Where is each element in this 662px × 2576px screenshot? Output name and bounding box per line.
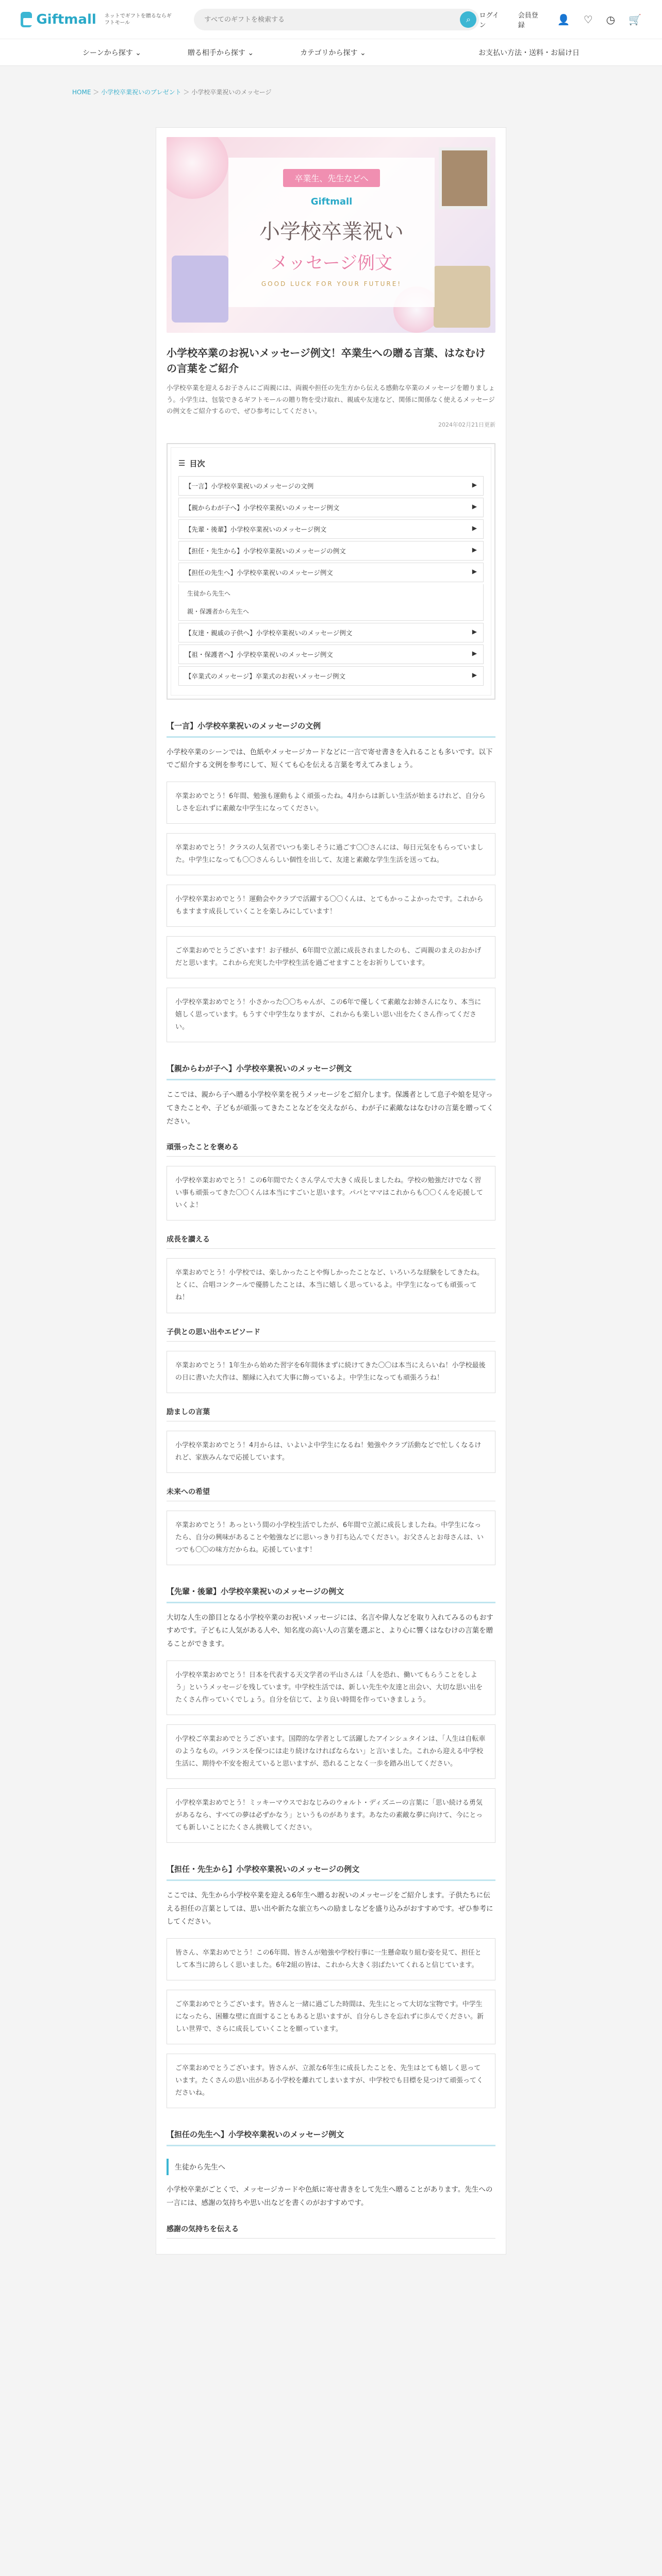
- toc-heading-label: 目次: [189, 459, 205, 468]
- list-icon: ☰: [178, 459, 186, 468]
- hero-panel: [228, 158, 435, 307]
- section-paragraph: ここでは、親から子へ贈る小学校卒業を祝うメッセージをご紹介します。保護者として息子や娘を見守ってきたことや、子どもが頑張ってきたことなどを交えながら、わが子に素敵なはなむけの言葉を贈ってください。: [167, 1091, 494, 1126]
- breadcrumb-category[interactable]: 小学校卒業祝いのプレゼント: [101, 89, 181, 96]
- subsection-heading: 感謝の気持ちを伝える: [167, 2224, 495, 2239]
- login-link[interactable]: ログイン: [479, 11, 499, 29]
- chevron-right-icon: ▶: [472, 671, 477, 679]
- flower-decoration: [167, 137, 228, 199]
- user-icon[interactable]: 👤: [557, 13, 570, 26]
- pen-set-decoration: [434, 266, 490, 328]
- top-header: [0, 0, 662, 39]
- message-card: ご卒業おめでとうございます。皆さんと一緒に過ごした時間は、先生にとって大切な宝物です。中学生になったら、困難な壁に直面することもあると思いますが、自分らしさを忘れずに歩んでください。新しい世界で、さらに成長していくことを願っています。: [167, 1990, 495, 2044]
- message-card: 小学校卒業おめでとう！運動会やクラブで活躍する〇〇くんは、とてもかっこよかったです。これからもますます成長していくことを楽しみにしています！: [167, 885, 495, 927]
- toc-subitem[interactable]: 親・保護者から先生へ: [178, 602, 484, 621]
- message-card: 小学校ご卒業おめでとうございます。国際的な学者として活躍したアインシュタインは、「人生は自転車のようなもの。バランスを保つには走り続けなければならない」と言いました。これから迎える中学校生活に、期待や不安を抱えていると思いますが、恐れることなく一歩を踏み出してください。: [167, 1724, 495, 1779]
- toc-item[interactable]: [178, 498, 484, 517]
- register-link[interactable]: 会員登録: [518, 11, 538, 29]
- message-card: 卒業おめでとう！1年生から始めた習字を6年間休まずに続けてきた〇〇は本当にえらいね！小学校最後の日に書いた大作は、額縁に入れて大事に飾っているよ。中学生になっても頑張ろうね！: [167, 1351, 495, 1393]
- toc-item-label: 【友達・親戚の子供へ】小学校卒業祝いのメッセージ例文: [185, 629, 353, 637]
- nav-category[interactable]: カテゴリから探す ⌄: [300, 48, 366, 57]
- toc-item[interactable]: [178, 519, 484, 539]
- breadcrumb-current: 小学校卒業祝いのメッセージ: [191, 89, 272, 96]
- message-card: 小学校卒業おめでとう！ミッキーマウスでおなじみのウォルト・ディズニーの言葉に「思い続ける勇気があるなら、すべての夢は必ずかなう」というものがあります。あなたの素敵な夢に向けて、今にとっても新しいことにたくさん挑戦してください。: [167, 1788, 495, 1843]
- toc-item[interactable]: [178, 541, 484, 561]
- hero-tag: 卒業生、先生などへ: [283, 169, 379, 187]
- section-paragraph: ここでは、先生から小学校卒業を迎える6年生へ贈るお祝いのメッセージをご紹介します。子供たちに伝える担任の言葉としては、思い出や新たな旅立ちへの励ましなどを盛り込みがおすすめです。ぜひ参考にしてください。: [167, 1891, 493, 1926]
- section-paragraph: 小学校卒業のシーンでは、色紙やメッセージカードなどに一言で寄せ書きを入れることも多いです。以下でご紹介する文例を参考にして、短くても心を伝える言葉を考えてみましょう。: [167, 748, 493, 770]
- chevron-right-icon: ▶: [472, 481, 477, 488]
- toc-item-label: 【親からわが子へ】小学校卒業祝いのメッセージ例文: [185, 503, 340, 512]
- toc-heading: [178, 455, 484, 476]
- toc-item[interactable]: [178, 563, 484, 582]
- message-card: 卒業おめでとう！クラスの人気者でいつも楽しそうに過ごす〇〇さんには、毎日元気をもらっていました。中学生になっても〇〇さんらしい個性を出して、友達と素敵な学生生活を送ってね。: [167, 833, 495, 875]
- toc-item-label: 【祖・保護者へ】小学校卒業祝いのメッセージ例文: [185, 650, 333, 658]
- hero-brand: Giftmall: [310, 196, 353, 207]
- message-card: 卒業おめでとう！あっという間の小学校生活でしたが、6年間で立派に成長しましたね。中学生になったら、自分の興味があることや勉強などに思いっきり打ち込んでください。お父さんとお母さんは、いつでも〇〇の味方だからね。応援しています！: [167, 1511, 495, 1565]
- section-paragraph: 大切な人生の節目となる小学校卒業のお祝いメッセージには、名言や偉人などを取り入れてみるのもおすすめです。子どもに人気がある人や、知名度の高い人の言葉を選ぶと、より心に響くはなむけの言葉を贈ることができます。: [167, 1613, 493, 1649]
- breadcrumb-home[interactable]: HOME: [72, 89, 91, 96]
- chevron-right-icon: ▶: [472, 546, 477, 553]
- ribbon-decoration: [172, 256, 228, 323]
- cart-icon[interactable]: 🛒: [628, 13, 641, 26]
- search-input[interactable]: [204, 15, 452, 23]
- article-lead: 小学校卒業を迎えるお子さんにご両親には、両親や担任の先生方から伝える感動な卒業のメッセージを贈りましょう。小学生は、包装できるギフトモールの贈り物を受け取れ、親戚や友達など、関係に関係なく使えるメッセージの例文をご紹介するので、ぜひ参考にしてください。: [167, 384, 495, 415]
- toc-item[interactable]: [178, 666, 484, 686]
- logo[interactable]: [21, 12, 173, 27]
- section-heading: 【先輩・後輩】小学校卒業祝いのメッセージの例文: [167, 1586, 495, 1603]
- article-title: 小学校卒業のお祝いメッセージ例文！卒業生への贈る言葉、はなむけの言葉をご紹介: [167, 347, 486, 375]
- nav-scene[interactable]: シーンから探す ⌄: [82, 48, 141, 57]
- chevron-right-icon: ▶: [472, 567, 477, 575]
- section-heading: 【親からわが子へ】小学校卒業祝いのメッセージ例文: [167, 1063, 495, 1080]
- chevron-right-icon: ▶: [472, 502, 477, 510]
- toc-item-label: 【担任・先生から】小学校卒業祝いのメッセージの例文: [185, 547, 346, 555]
- gift-icon: [21, 12, 32, 27]
- main-nav: [0, 39, 662, 66]
- subsection-heading: 頑張ったことを褒める: [167, 1142, 495, 1157]
- section-heading: 【担任・先生から】小学校卒業祝いのメッセージの例文: [167, 1863, 495, 1881]
- toc-item[interactable]: [178, 645, 484, 664]
- toc-subitem[interactable]: 生徒から先生へ: [178, 584, 484, 602]
- chevron-right-icon: ▶: [472, 628, 477, 635]
- toc-item-label: 【一言】小学校卒業祝いのメッセージの文例: [185, 482, 314, 490]
- toc-item-label: 【担任の先生へ】小学校卒業祝いのメッセージ例文: [185, 568, 333, 577]
- message-card: 小学校卒業おめでとう！小さかった〇〇ちゃんが、この6年で優しくて素敵なお姉さんになり、本当に嬉しく思っています。もうすぐ中学生なりますが、これからも楽しい思い出をたくさん作ってください。: [167, 988, 495, 1042]
- heart-icon[interactable]: ♡: [583, 13, 593, 26]
- message-card: 皆さん、卒業おめでとう！この6年間、皆さんが勉強や学校行事に一生懸命取り組む姿を見て、担任として本当に誇らしく思いました。6年2組の皆は、これから大きく羽ばたいてくれると信じています。: [167, 1938, 495, 1980]
- message-card: 卒業おめでとう！6年間、勉強も運動もよく頑張ったね。4月からは新しい生活が始まるけれど、自分らしさを忘れずに素敵な中学生になってください。: [167, 782, 495, 824]
- message-card: ご卒業おめでとうございます！お子様が、6年間で立派に成長されましたのも、ご両親のまえのおかげだと思います。これから充実した中学校生活を過ごせますことをお祈りしています。: [167, 936, 495, 978]
- subsection-heading: 子供との思い出やエピソード: [167, 1327, 495, 1342]
- message-card: 小学校卒業おめでとう！この6年間でたくさん学んで大きく成長しましたね。学校の勉強だけでなく習い事も頑張ってきた〇〇くんは本当にすごいと思います。パパとママはこれからも〇〇くんを応援していくよ！: [167, 1166, 495, 1221]
- subsection-heading: 励ましの言葉: [167, 1406, 495, 1421]
- subsection-heading: 未来への希望: [167, 1486, 495, 1501]
- search-icon[interactable]: ⌕: [460, 11, 476, 28]
- hero-title: 小学校卒業祝い: [259, 220, 404, 244]
- search-box: [194, 9, 479, 30]
- message-card: ご卒業おめでとうございます。皆さんが、立派な6年生に成長したことを、先生はとても嬉しく思っています。たくさんの思い出がある小学校を離れてしまいますが、中学校でも目標を見つけて頑張ってくださいね。: [167, 2054, 495, 2108]
- chevron-right-icon: ▶: [472, 524, 477, 532]
- section-paragraph: 小学校卒業がごとくで、メッセージカードや色紙に寄せ書きをして先生へ贈ることがあります。先生への一言には、感謝の気持ちや思い出などを書くのがおすすめです。: [167, 2185, 493, 2208]
- toc-item-label: 【卒業式のメッセージ】卒業式のお祝いメッセージ例文: [185, 672, 346, 680]
- subsection-heading: 成長を讃える: [167, 1234, 495, 1249]
- message-card: 小学校卒業おめでとう！4月からは、いよいよ中学生になるね！勉強やクラブ活動などで忙しくなるけれど、家族みんなで応援しています。: [167, 1431, 495, 1473]
- toc-item[interactable]: [178, 623, 484, 642]
- breadcrumb: HOME ＞ 小学校卒業祝いのプレゼント ＞ 小学校卒業祝いのメッセージ: [72, 89, 272, 96]
- message-card: 小学校卒業おめでとう！日本を代表する天文学者の平山さんは「人を恐れ、働いてもらうことをしよう」というメッセージを残しています。中学校生活では、新しい先生や友達と出会い、大切な思い出をたくさん作っていくでしょう。自分を信じて、より良い時間を作っていきましょう。: [167, 1660, 495, 1715]
- updated-date: 2024年02月21日更新: [438, 421, 495, 428]
- hero-image: [167, 137, 495, 333]
- table-of-contents: [167, 443, 495, 700]
- message-card: 卒業おめでとう！小学校では、楽しかったことや悔しかったことなど、いろいろな経験をしてきたね。とくに、合唱コンクールで優勝したことは、本当に嬉しく思っているよ。中学生になっても頑張ってね！: [167, 1258, 495, 1313]
- hero-subtitle: メッセージ例文: [271, 253, 392, 274]
- logo-text: Giftmall: [36, 11, 96, 27]
- section-heading: 【担任の先生へ】小学校卒業祝いのメッセージ例文: [167, 2129, 495, 2146]
- toc-item[interactable]: [178, 476, 484, 496]
- logo-tagline: ネットでギフトを贈るならギフトモール: [104, 13, 172, 26]
- section-heading: 【一言】小学校卒業祝いのメッセージの文例: [167, 720, 495, 738]
- nav-payment[interactable]: お支払い方法・送料・お届け日: [478, 48, 580, 57]
- photo-frame-decoration: [439, 147, 490, 209]
- article: [156, 127, 506, 2255]
- header-actions: [479, 10, 641, 29]
- clock-icon[interactable]: ◷: [606, 13, 616, 26]
- toc-item-label: 【先輩・後輩】小学校卒業祝いのメッセージ例文: [185, 525, 327, 533]
- hero-tagline: GOOD LUCK FOR YOUR FUTURE!: [261, 280, 402, 287]
- chevron-right-icon: ▶: [472, 649, 477, 657]
- subsection-bar-heading: 生徒から先生へ: [167, 2159, 495, 2175]
- nav-recipient[interactable]: 贈る相手から探す ⌄: [187, 48, 254, 57]
